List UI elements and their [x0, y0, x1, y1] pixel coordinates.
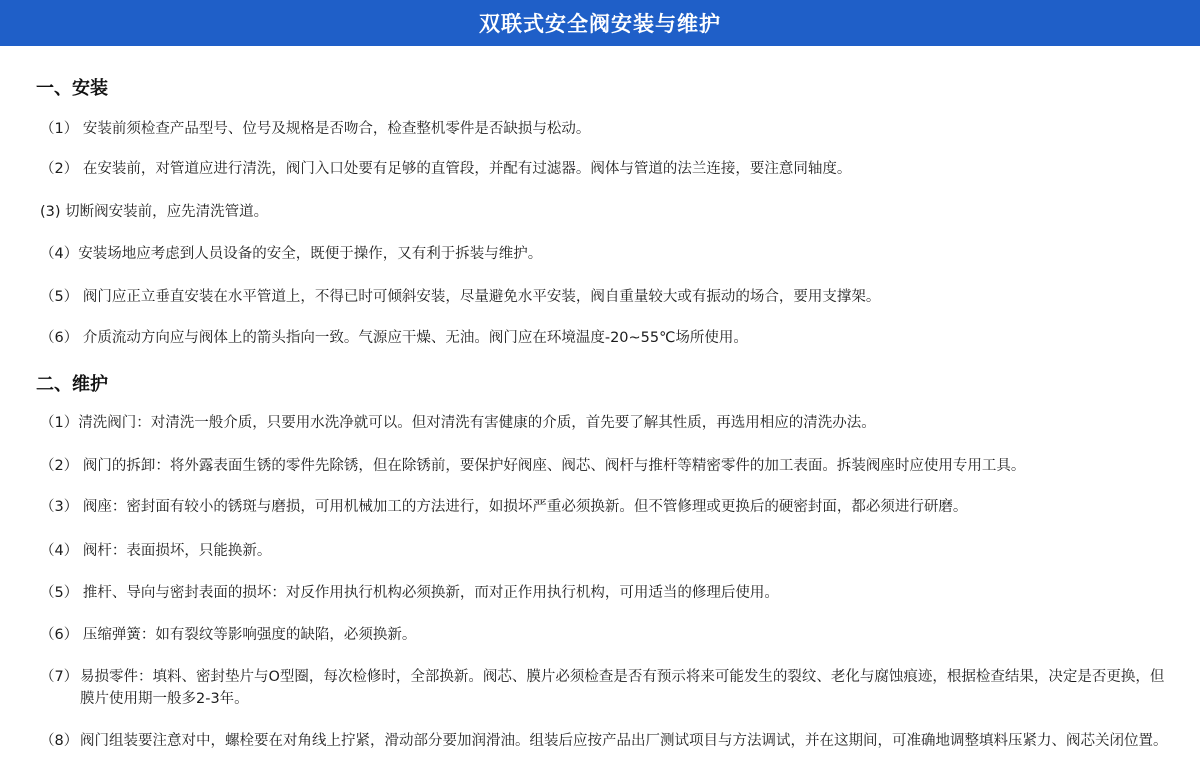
install-item-4 — [40, 243, 1170, 265]
item-number: （5） — [40, 585, 79, 601]
install-item-1 — [40, 118, 1170, 140]
item-number: （5） — [40, 289, 79, 305]
section-heading-maintenance: 二、维护 — [36, 374, 108, 395]
install-item-3 — [40, 201, 1170, 223]
install-item-2 — [40, 158, 1170, 180]
maintenance-item-8 — [40, 730, 1170, 752]
maintenance-item-5 — [40, 582, 1170, 604]
item-number: （6） — [40, 330, 79, 346]
install-item-5 — [40, 286, 1170, 308]
item-text: 清洗阀门：对清洗一般介质，只要用水洗净就可以。但对清洗有害健康的介质，首先要了解其性质，再选用相应的清洗办法。 — [78, 415, 876, 431]
page-title: 双联式安全阀安装与维护 — [479, 12, 721, 36]
maintenance-item-6 — [40, 624, 1170, 646]
item-text: 阀门组装要注意对中，螺栓要在对角线上拧紧，滑动部分要加润滑油。组装后应按产品出厂测试项目与方法调试，并在这期间，可准确地调整填料压紧力、阀芯关闭位置。 — [80, 733, 1168, 749]
item-text: 阀门的拆卸：将外露表面生锈的零件先除锈，但在除锈前，要保护好阀座、阀芯、阀杆与推杆等精密零件的加工表面。拆装阀座时应使用专用工具。 — [78, 458, 1026, 474]
item-number: （1） — [40, 121, 79, 137]
item-text: 在安装前，对管道应进行清洗，阀门入口处要有足够的直管段，并配有过滤器。阀体与管道的法兰连接，要注意同轴度。 — [78, 161, 852, 177]
item-text: 推杆、导向与密封表面的损坏：对反作用执行机构必须换新，而对正作用执行机构，可用适当的修理后使用。 — [78, 585, 779, 601]
item-number: （1） — [40, 415, 79, 431]
item-number: (3) — [40, 204, 61, 220]
item-text: 压缩弹簧：如有裂纹等影响强度的缺陷，必须换新。 — [78, 627, 417, 643]
item-number: （7） — [40, 669, 79, 685]
install-item-6 — [40, 327, 1170, 349]
item-number: （6） — [40, 627, 79, 643]
item-number: （4） — [40, 246, 79, 262]
item-text: 安装场地应考虑到人员设备的安全，既便于操作，又有利于拆装与维护。 — [78, 246, 543, 262]
maintenance-item-4 — [40, 540, 1170, 562]
item-text: 切断阀安装前，应先清洗管道。 — [60, 204, 269, 220]
maintenance-item-3 — [40, 496, 1170, 518]
section-heading-install: 一、安装 — [36, 78, 108, 99]
item-text: 安装前须检查产品型号、位号及规格是否吻合，检查整机零件是否缺损与松动。 — [78, 121, 591, 137]
item-text: 阀门应正立垂直安装在水平管道上，不得已时可倾斜安装，尽量避免水平安装，阀自重量较大或有振动的场合，要用支撑架。 — [78, 289, 881, 305]
item-number: （2） — [40, 458, 79, 474]
item-text: 阀杆：表面损坏，只能换新。 — [78, 543, 272, 559]
item-number: （2） — [40, 161, 79, 177]
maintenance-item-1 — [40, 412, 1170, 434]
item-text: 介质流动方向应与阀体上的箭头指向一致。气源应干燥、无油。阀门应在环境温度-20~55℃场所使用。 — [78, 330, 748, 346]
item-text: 阀座：密封面有较小的锈斑与磨损，可用机械加工的方法进行，如损坏严重必须换新。但不管修理或更换后的硬密封面，都必须进行研磨。 — [78, 499, 968, 515]
item-number: （8） — [40, 733, 79, 749]
item-number: （4） — [40, 543, 79, 559]
item-text: 易损零件：填料、密封垫片与O型圈，每次检修时，全部换新。阀芯、膜片必须检查是否有预示将来可能发生的裂纹、老化与腐蚀痕迹，根据检查结果，决定是否更换，但膜片使用期一般多2-3年。 — [80, 669, 1165, 707]
item-number: （3） — [40, 499, 79, 515]
maintenance-item-7 — [40, 666, 1170, 710]
page-header — [0, 0, 1200, 46]
maintenance-item-2 — [40, 455, 1170, 477]
